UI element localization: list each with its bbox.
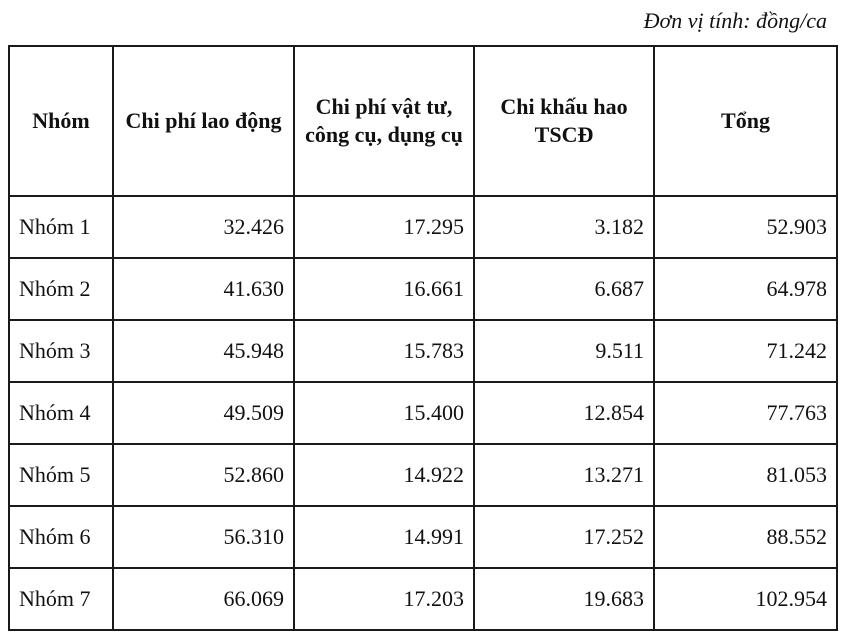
group-cell: Nhóm 7 — [9, 568, 113, 630]
table-row — [9, 258, 837, 320]
header-materials-cost: Chi phí vật tư, công cụ, dụng cụ — [294, 46, 474, 196]
materials-cell: 17.295 — [294, 196, 474, 258]
header-row — [9, 46, 837, 196]
depreciation-cell: 19.683 — [474, 568, 654, 630]
group-cell: Nhóm 5 — [9, 444, 113, 506]
materials-cell: 16.661 — [294, 258, 474, 320]
header-depreciation-cost: Chi khấu hao TSCĐ — [474, 46, 654, 196]
table-row — [9, 444, 837, 506]
header-total: Tổng — [654, 46, 837, 196]
group-cell: Nhóm 3 — [9, 320, 113, 382]
table-row — [9, 568, 837, 630]
total-cell: 102.954 — [654, 568, 837, 630]
labor-cell: 41.630 — [113, 258, 294, 320]
total-cell: 77.763 — [654, 382, 837, 444]
labor-cell: 66.069 — [113, 568, 294, 630]
materials-cell: 15.783 — [294, 320, 474, 382]
materials-cell: 14.922 — [294, 444, 474, 506]
depreciation-cell: 3.182 — [474, 196, 654, 258]
labor-cell: 45.948 — [113, 320, 294, 382]
labor-cell: 52.860 — [113, 444, 294, 506]
depreciation-cell: 6.687 — [474, 258, 654, 320]
table-row — [9, 320, 837, 382]
table-row — [9, 382, 837, 444]
materials-cell: 14.991 — [294, 506, 474, 568]
labor-cell: 32.426 — [113, 196, 294, 258]
depreciation-cell: 12.854 — [474, 382, 654, 444]
header-group: Nhóm — [9, 46, 113, 196]
depreciation-cell: 17.252 — [474, 506, 654, 568]
group-cell: Nhóm 1 — [9, 196, 113, 258]
depreciation-cell: 9.511 — [474, 320, 654, 382]
group-cell: Nhóm 6 — [9, 506, 113, 568]
table-row — [9, 506, 837, 568]
total-cell: 81.053 — [654, 444, 837, 506]
total-cell: 71.242 — [654, 320, 837, 382]
header-labor-cost: Chi phí lao động — [113, 46, 294, 196]
materials-cell: 17.203 — [294, 568, 474, 630]
materials-cell: 15.400 — [294, 382, 474, 444]
total-cell: 88.552 — [654, 506, 837, 568]
table-row — [9, 196, 837, 258]
labor-cell: 56.310 — [113, 506, 294, 568]
group-cell: Nhóm 4 — [9, 382, 113, 444]
depreciation-cell: 13.271 — [474, 444, 654, 506]
total-cell: 52.903 — [654, 196, 837, 258]
labor-cell: 49.509 — [113, 382, 294, 444]
unit-note: Đơn vị tính: đồng/ca — [643, 8, 827, 33]
cost-table — [8, 45, 838, 631]
group-cell: Nhóm 2 — [9, 258, 113, 320]
total-cell: 64.978 — [654, 258, 837, 320]
